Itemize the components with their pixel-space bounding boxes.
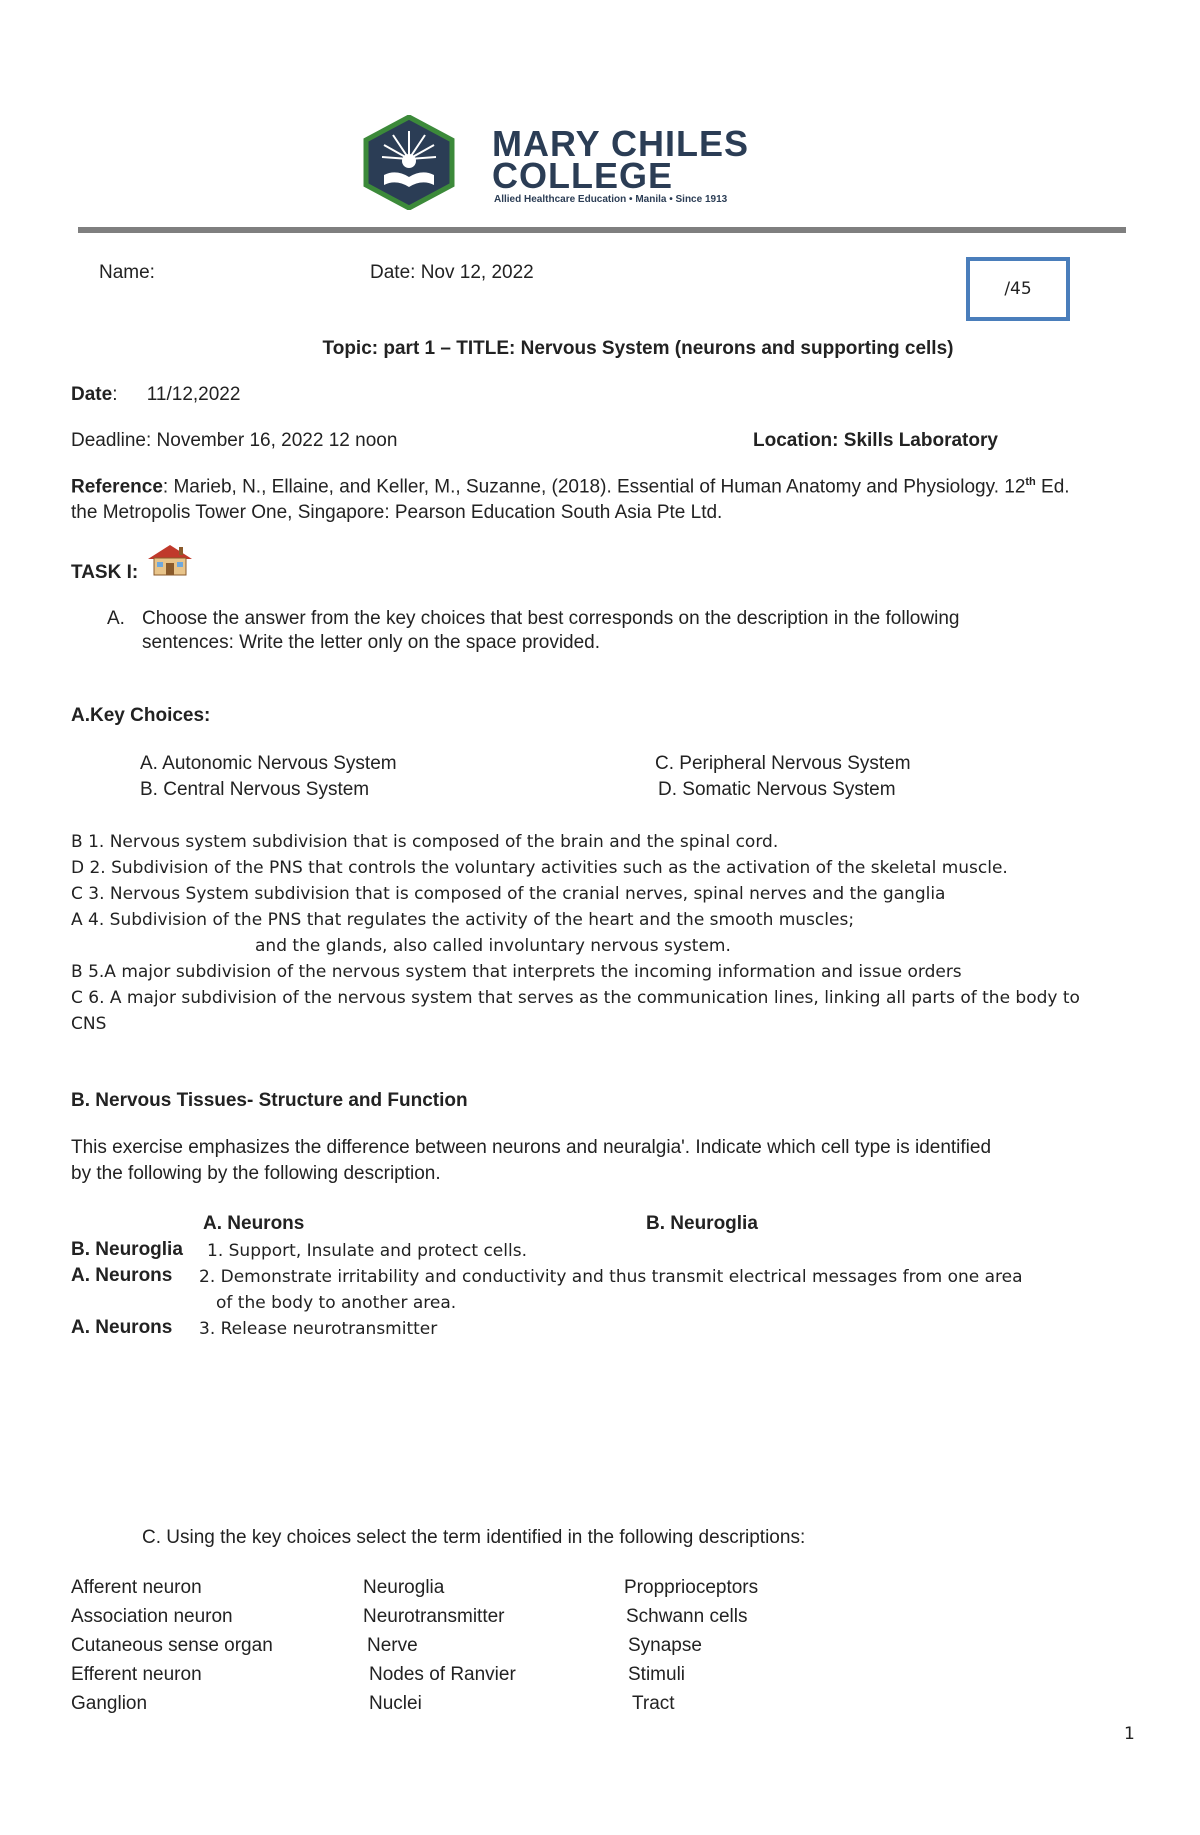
- term-col3-2: Schwann cells: [626, 1606, 748, 1627]
- location: Location: Skills Laboratory: [753, 430, 998, 451]
- b-item-3: 3. Release neurotransmitter: [199, 1319, 438, 1339]
- term-col1-5: Ganglion: [71, 1693, 148, 1714]
- term-col3-4: Stimuli: [628, 1664, 686, 1685]
- logo-tagline: Allied Healthcare Education • Manila • Since 1913: [494, 194, 728, 205]
- college-seal-icon: [360, 115, 458, 210]
- term-col3-5: Tract: [632, 1693, 675, 1714]
- header-date: Date: Nov 12, 2022: [370, 262, 534, 283]
- term-col1-3: Cutaneous sense organ: [71, 1635, 273, 1656]
- term-col2-3: Nerve: [367, 1635, 418, 1656]
- date-value: 11/12,2022: [146, 384, 241, 405]
- task-label: TASK I:: [71, 562, 139, 583]
- section-b-intro2: by the following by the following description.: [71, 1163, 441, 1184]
- date-colon: :: [112, 384, 118, 405]
- reference-line2: the Metropolis Tower One, Singapore: Pearson Education South Asia Pte Ltd.: [71, 502, 723, 523]
- logo-line2: COLLEGE: [492, 155, 674, 196]
- term-col2-5: Nuclei: [369, 1693, 422, 1714]
- answer-item-6-cont: CNS: [71, 1014, 107, 1034]
- answer-item-2: D 2. Subdivision of the PNS that controls the voluntary activities such as the activation of the skeletal muscle.: [71, 858, 1008, 878]
- answer-item-6: C 6. A major subdivision of the nervous system that serves as the communication lines, linking all parts of the body to: [71, 988, 1080, 1008]
- key-choice-c: C. Peripheral Nervous System: [655, 753, 911, 774]
- term-col1-1: Afferent neuron: [71, 1577, 202, 1598]
- answer-item-4-cont: and the glands, also called involuntary nervous system.: [255, 936, 731, 956]
- header-divider: [78, 227, 1126, 233]
- answer-item-3: C 3. Nervous System subdivision that is composed of the cranial nerves, spinal nerves and the ganglia: [71, 884, 946, 904]
- key-choice-b: B. Central Nervous System: [140, 779, 370, 800]
- page-number: 1: [1124, 1724, 1135, 1744]
- topic-title: Topic: part 1 – TITLE: Nervous System (neurons and supporting cells): [322, 338, 954, 359]
- key-choice-d: D. Somatic Nervous System: [658, 779, 896, 800]
- reference-text-end: Ed.: [1035, 476, 1070, 498]
- score-value: /45: [1004, 279, 1032, 299]
- term-col3-3: Synapse: [628, 1635, 702, 1656]
- term-col1-4: Efferent neuron: [71, 1664, 202, 1685]
- key-choice-a: A. Autonomic Nervous System: [140, 753, 397, 774]
- b-answer-2: A. Neurons: [71, 1265, 173, 1286]
- b-answer-1: B. Neuroglia: [71, 1239, 183, 1260]
- term-col2-1: Neuroglia: [363, 1577, 445, 1598]
- b-item-1: 1. Support, Insulate and protect cells.: [207, 1241, 527, 1261]
- score-box: [966, 257, 1070, 321]
- b-answer-3: A. Neurons: [71, 1317, 173, 1338]
- section-b-intro1: This exercise emphasizes the difference between neurons and neuralgia'. Indicate which cell type is identified: [71, 1137, 992, 1158]
- answer-item-4: A 4. Subdivision of the PNS that regulates the activity of the heart and the smooth muscles;: [71, 910, 855, 930]
- section-a-instr1: Choose the answer from the key choices that best corresponds on the description in the following: [142, 608, 960, 629]
- option-neuroglia: B. Neuroglia: [646, 1213, 758, 1234]
- section-a-instr2: sentences: Write the letter only on the space provided.: [142, 632, 601, 653]
- date-line: [71, 384, 240, 406]
- answer-item-1: B 1. Nervous system subdivision that is composed of the brain and the spinal cord.: [71, 832, 779, 852]
- option-neurons: A. Neurons: [203, 1213, 305, 1234]
- answer-item-5: B 5.A major subdivision of the nervous system that interprets the incoming information and issue orders: [71, 962, 962, 982]
- college-logo: [360, 115, 800, 210]
- term-col2-4: Nodes of Ranvier: [369, 1664, 516, 1685]
- term-col1-2: Association neuron: [71, 1606, 233, 1627]
- key-choices-title: A.Key Choices:: [71, 705, 211, 726]
- reference-line1: [71, 476, 1070, 498]
- reference-sup: th: [1025, 476, 1036, 488]
- section-a-letter: A.: [107, 608, 125, 629]
- term-col3-1: Propprioceptors: [624, 1577, 759, 1598]
- reference-label: Reference: [71, 476, 163, 498]
- term-col2-2: Neurotransmitter: [363, 1606, 505, 1627]
- b-item-2-cont: of the body to another area.: [216, 1293, 457, 1313]
- name-label: Name:: [99, 262, 155, 283]
- section-c-instr: C. Using the key choices select the term identified in the following descriptions:: [142, 1527, 806, 1548]
- deadline: Deadline: November 16, 2022 12 noon: [71, 430, 398, 451]
- reference-text: : Marieb, N., Ellaine, and Keller, M., Suzanne, (2018). Essential of Human Anatomy and Physiology. 12: [162, 476, 1026, 498]
- b-item-2: 2. Demonstrate irritability and conductivity and thus transmit electrical messages from one area: [199, 1267, 1023, 1287]
- house-icon: [146, 543, 194, 577]
- date-label: Date: [71, 384, 113, 405]
- logo-line1: MARY CHILES: [492, 123, 750, 164]
- section-b-title: B. Nervous Tissues- Structure and Function: [71, 1090, 468, 1111]
